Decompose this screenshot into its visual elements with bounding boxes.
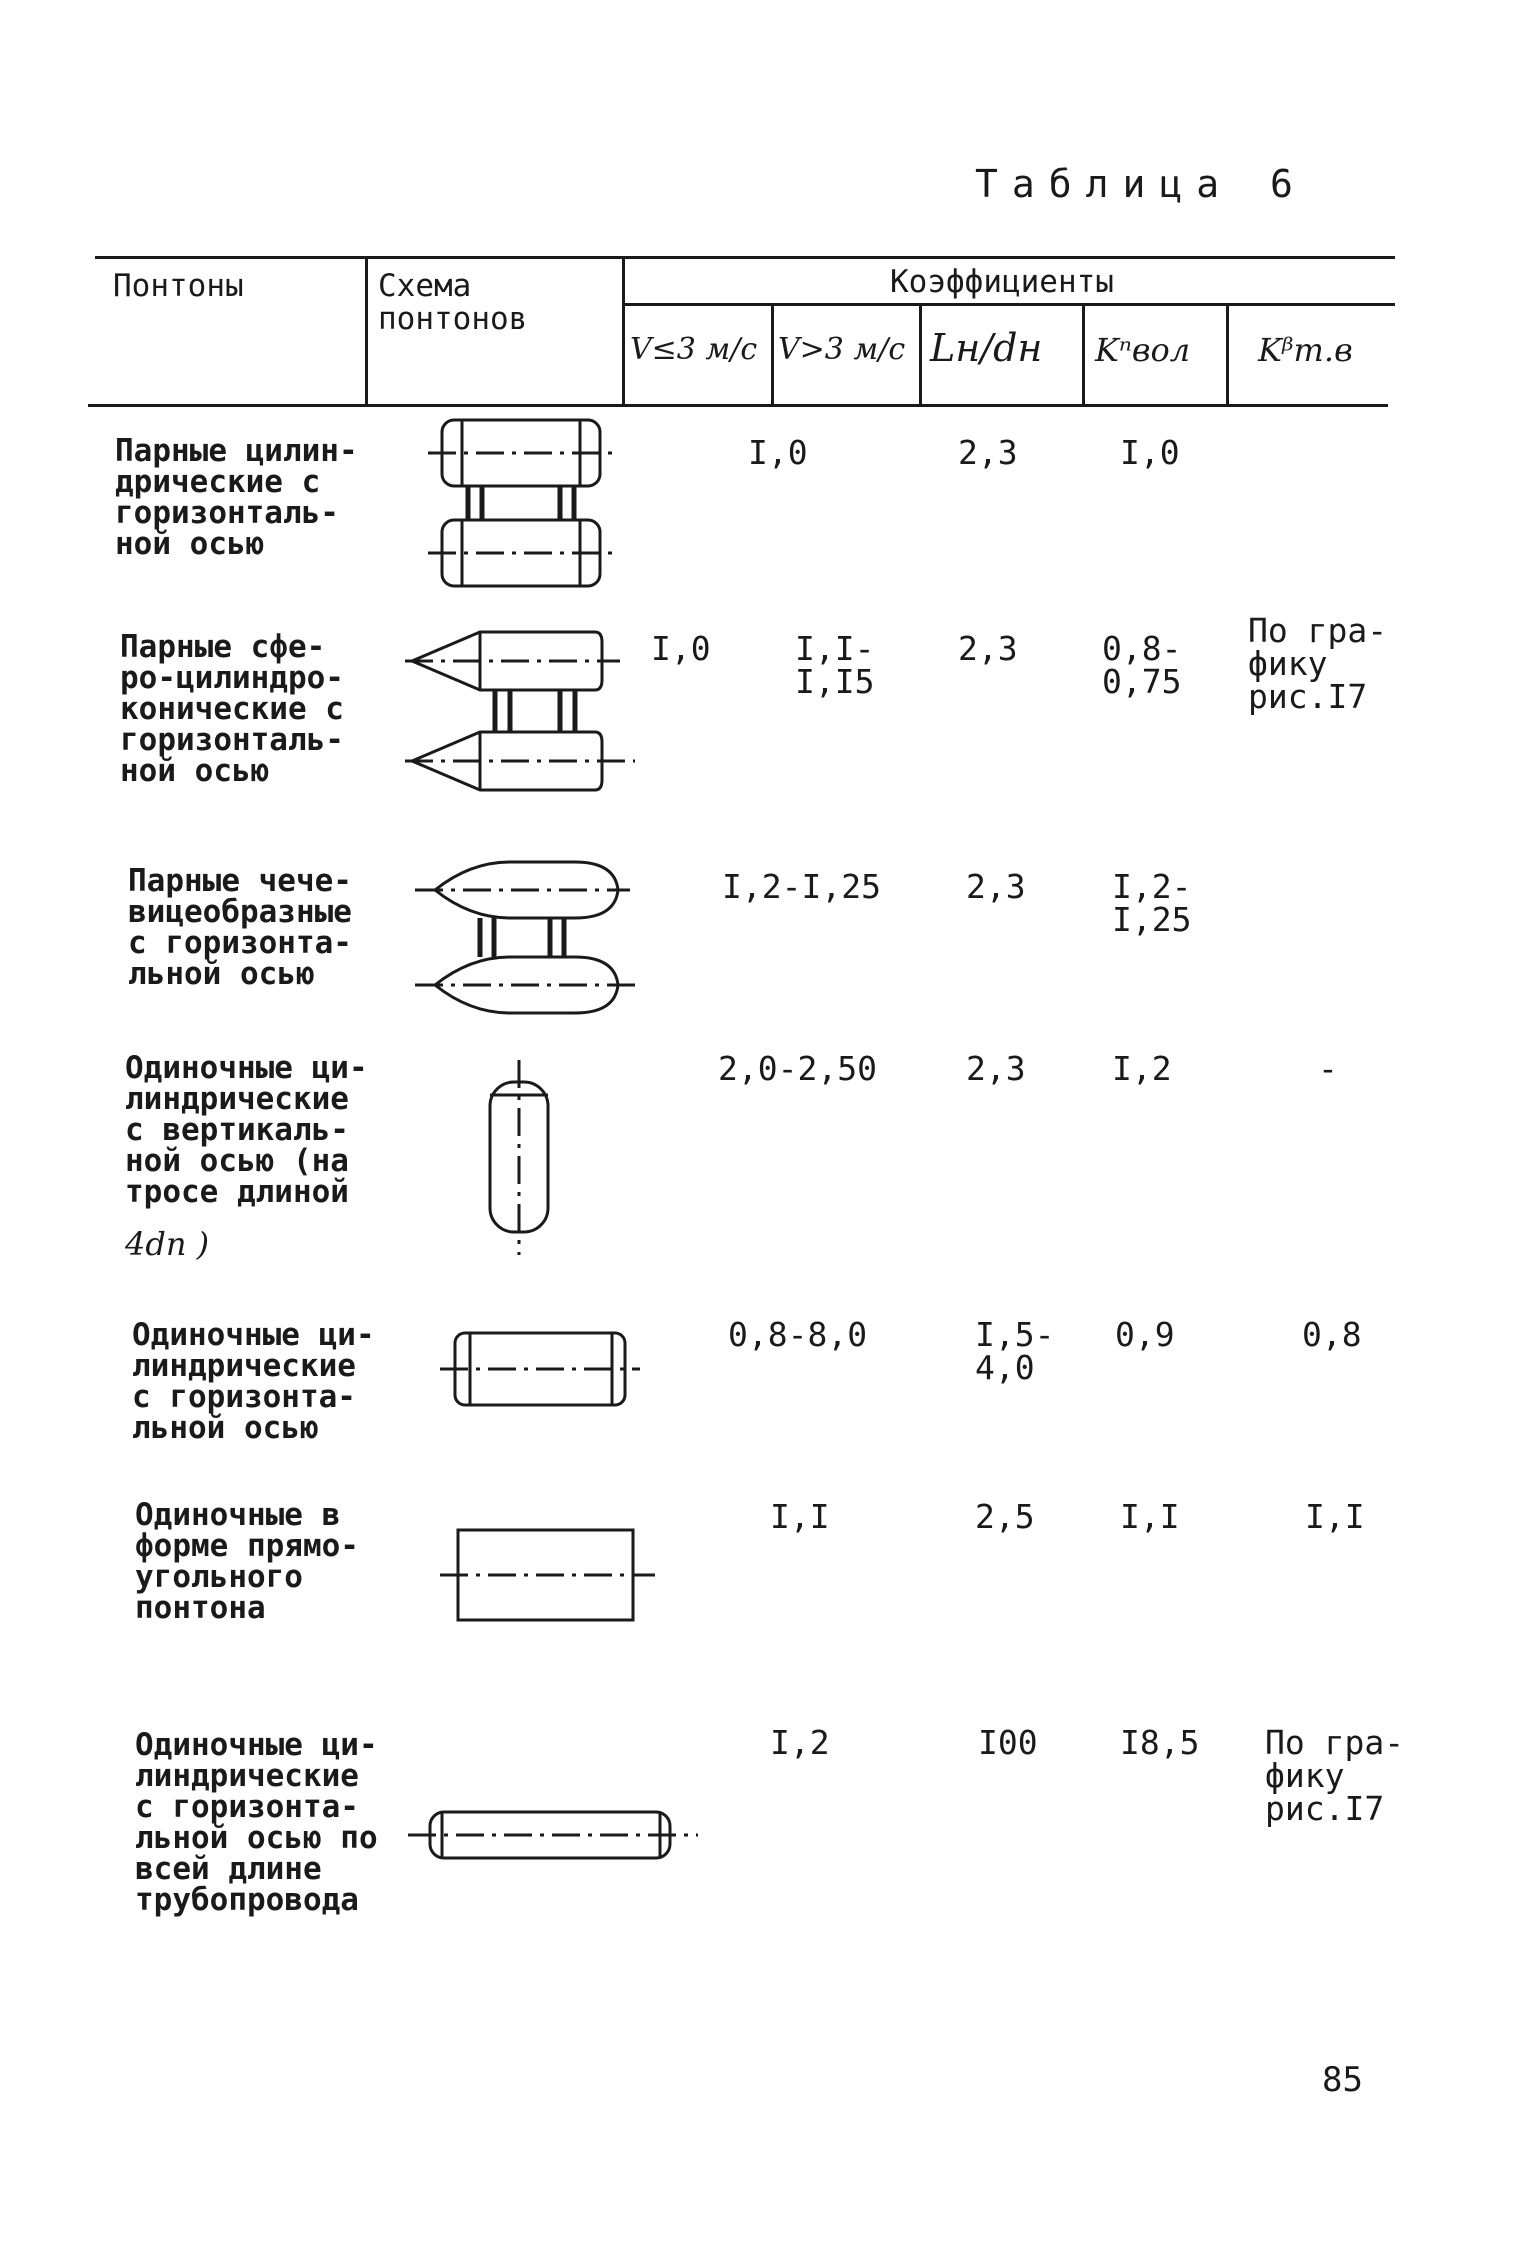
row-4-v: 2,0-2,50 xyxy=(718,1049,877,1088)
row-5-name: Одиночные ци- линдрические с горизонта- льной осью xyxy=(132,1317,375,1446)
row-3-k-vol: I,2- I,25 xyxy=(1112,867,1192,939)
row-1-ln-dn: 2,3 xyxy=(958,433,1018,472)
header-pontoons: Понтоны xyxy=(113,268,244,304)
header-v-le3: V≤3 м/с xyxy=(630,332,758,367)
page-number: 85 xyxy=(1322,2060,1363,2100)
row-4-k-vol: I,2 xyxy=(1112,1049,1172,1088)
row-6-k-tv: I,I xyxy=(1305,1497,1365,1536)
paired-lens-pontoons-icon xyxy=(415,862,635,1013)
header-v-gt3: V>3 м/с xyxy=(778,332,906,367)
table-title: Таблица 6 xyxy=(975,162,1307,206)
row-7-name: Одиночные ци- линдрические с горизонта- льной осью по всей длине трубопровода xyxy=(135,1727,378,1918)
row-5-ln-dn: I,5- 4,0 xyxy=(975,1315,1055,1387)
row-5-v: 0,8-8,0 xyxy=(728,1315,868,1354)
row-1-name: Парные цилин- дрические с горизонталь- ной осью xyxy=(115,433,358,562)
row-2-k-tv: По гра- фику рис.I7 xyxy=(1248,611,1388,716)
row-1-k-vol: I,0 xyxy=(1120,433,1180,472)
row-7-k-vol: I8,5 xyxy=(1120,1723,1200,1762)
rectangular-pontoon-icon xyxy=(440,1530,655,1620)
paired-cone-cylinders-icon xyxy=(405,632,635,790)
row-2-v-gt3: I,I- I,I5 xyxy=(795,629,875,701)
row-2-ln-dn: 2,3 xyxy=(958,629,1018,668)
row-6-name: Одиночные в форме прямо- угольного понтона xyxy=(135,1497,359,1626)
row-6-v: I,I xyxy=(770,1497,830,1536)
row-7-v: I,2 xyxy=(770,1723,830,1762)
row-2-v-le3: I,0 xyxy=(651,629,711,668)
row-3-ln-dn: 2,3 xyxy=(966,867,1026,906)
header-scheme: Схема понтонов xyxy=(378,268,528,337)
row-5-k-vol: 0,9 xyxy=(1115,1315,1175,1354)
row-3-v: I,2-I,25 xyxy=(722,867,881,906)
row-1-v: I,0 xyxy=(748,433,808,472)
horizontal-cylinder-icon xyxy=(440,1333,640,1405)
row-4-name: Одиночные ци- линдрические с вертикаль- ной осью (на тросе длиной xyxy=(125,1050,368,1210)
row-4-k-tv: - xyxy=(1318,1049,1338,1088)
header-coefficients: Коэффициенты xyxy=(890,264,1114,300)
row-2-name: Парные сфе- ро-цилиндро- конические с горизонталь- ной осью xyxy=(120,629,344,789)
full-length-cylinder-icon xyxy=(408,1812,698,1858)
row-2-k-vol: 0,8- 0,75 xyxy=(1102,629,1182,701)
row-6-ln-dn: 2,5 xyxy=(975,1497,1035,1536)
vertical-cylinder-icon xyxy=(490,1060,548,1255)
header-ln-dn: Lн/dн xyxy=(930,326,1043,370)
row-4-name-extra: 4dп ) xyxy=(125,1225,210,1263)
row-7-k-tv: По гра- фику рис.I7 xyxy=(1265,1723,1405,1828)
row-5-k-tv: 0,8 xyxy=(1302,1315,1362,1354)
row-3-name: Парные чече- вицеобразные с горизонта- льной осью xyxy=(128,863,352,992)
header-k-tv: Kᵝт.в xyxy=(1258,331,1353,369)
row-7-ln-dn: I00 xyxy=(978,1723,1038,1762)
paired-cylinders-icon xyxy=(428,420,615,586)
row-4-ln-dn: 2,3 xyxy=(966,1049,1026,1088)
header-k-vol: Kⁿвол xyxy=(1095,331,1191,369)
row-6-k-vol: I,I xyxy=(1120,1497,1180,1536)
